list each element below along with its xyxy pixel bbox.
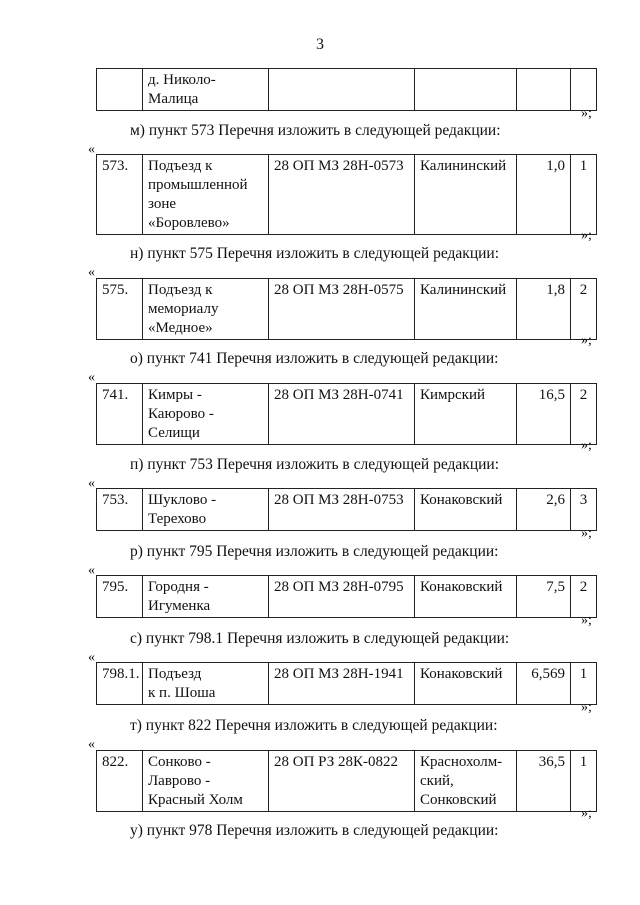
cell-road-code: 28 ОП РЗ 28К-0822 xyxy=(269,751,415,812)
cell-category: 3 xyxy=(571,489,597,531)
cell-number: 795. xyxy=(97,576,143,618)
table-top-continuation xyxy=(96,68,597,111)
table-item-575 xyxy=(96,278,597,340)
instruction-text: р) пункт 795 Перечня изложить в следующей редакции: xyxy=(130,543,499,560)
table-row xyxy=(97,155,597,235)
cell-road-name: Подъезд к промышленной зоне «Боровлево» xyxy=(143,155,269,235)
instruction-text: н) пункт 575 Перечня изложить в следующей редакции: xyxy=(130,245,500,262)
cell-number: 753. xyxy=(97,489,143,531)
table-item-798-1 xyxy=(96,662,597,705)
cell-number: 798.1. xyxy=(97,663,143,705)
cell-number: 741. xyxy=(97,384,143,445)
cell-category: 1 xyxy=(571,751,597,812)
cell-road-code xyxy=(269,69,415,111)
cell-district: Калининский xyxy=(415,155,517,235)
table-row xyxy=(97,69,597,111)
instruction-text: т) пункт 822 Перечня изложить в следующей редакции: xyxy=(130,717,498,734)
cell-number: 575. xyxy=(97,279,143,340)
cell-length: 16,5 xyxy=(517,384,571,445)
table-row xyxy=(97,663,597,705)
cell-category: 2 xyxy=(571,384,597,445)
cell-district xyxy=(415,69,517,111)
table-row xyxy=(97,576,597,618)
cell-road-name: Сонково - Лаврово - Красный Холм xyxy=(143,751,269,812)
closing-quote: »; xyxy=(581,333,592,348)
cell-road-name: Городня - Игуменка xyxy=(143,576,269,618)
cell-length: 2,6 xyxy=(517,489,571,531)
cell-length: 1,8 xyxy=(517,279,571,340)
closing-quote: »; xyxy=(581,438,592,453)
cell-length: 36,5 xyxy=(517,751,571,812)
instruction-text: о) пункт 741 Перечня изложить в следующей редакции: xyxy=(130,350,499,367)
cell-road-code: 28 ОП МЗ 28Н-0741 xyxy=(269,384,415,445)
closing-quote: »; xyxy=(581,228,592,243)
opening-quote: « xyxy=(88,265,95,280)
table-item-822 xyxy=(96,750,597,812)
cell-road-code: 28 ОП МЗ 28Н-0573 xyxy=(269,155,415,235)
cell-length: 1,0 xyxy=(517,155,571,235)
table-row xyxy=(97,751,597,812)
opening-quote: « xyxy=(88,370,95,385)
cell-district: Краснохолм- ский, Сонковский xyxy=(415,751,517,812)
cell-number: 573. xyxy=(97,155,143,235)
page-number: 3 xyxy=(316,36,324,53)
opening-quote: « xyxy=(88,142,95,157)
instruction-text: с) пункт 798.1 Перечня изложить в следующей редакции: xyxy=(130,630,510,647)
closing-quote: »; xyxy=(581,526,592,541)
cell-road-name: Кимры - Каюрово - Селищи xyxy=(143,384,269,445)
opening-quote: « xyxy=(88,476,95,491)
cell-district: Кимрский xyxy=(415,384,517,445)
cell-road-name: Подъезд к мемориалу «Медное» xyxy=(143,279,269,340)
opening-quote: « xyxy=(88,737,95,752)
cell-category: 1 xyxy=(571,155,597,235)
instruction-text: у) пункт 978 Перечня изложить в следующей редакции: xyxy=(130,822,499,839)
cell-road-code: 28 ОП МЗ 28Н-0795 xyxy=(269,576,415,618)
cell-road-name: Подъезд к п. Шоша xyxy=(143,663,269,705)
table-item-753 xyxy=(96,488,597,531)
cell-category: 1 xyxy=(571,663,597,705)
table-item-795 xyxy=(96,575,597,618)
cell-category: 2 xyxy=(571,576,597,618)
cell-road-name: Шуклово - Терехово xyxy=(143,489,269,531)
instruction-text: п) пункт 753 Перечня изложить в следующей редакции: xyxy=(130,456,500,473)
table-row xyxy=(97,489,597,531)
closing-quote: »; xyxy=(581,613,592,628)
instruction-text: м) пункт 573 Перечня изложить в следующей редакции: xyxy=(130,122,501,139)
cell-district: Конаковский xyxy=(415,576,517,618)
opening-quote: « xyxy=(88,563,95,578)
cell-road-name: д. Николо- Малица xyxy=(143,69,269,111)
cell-length: 7,5 xyxy=(517,576,571,618)
cell-district: Конаковский xyxy=(415,663,517,705)
cell-number: 822. xyxy=(97,751,143,812)
cell-length xyxy=(517,69,571,111)
table-row xyxy=(97,279,597,340)
table-item-573 xyxy=(96,154,597,235)
cell-category xyxy=(571,69,597,111)
cell-category: 2 xyxy=(571,279,597,340)
cell-length: 6,569 xyxy=(517,663,571,705)
cell-road-code: 28 ОП МЗ 28Н-1941 xyxy=(269,663,415,705)
cell-district: Конаковский xyxy=(415,489,517,531)
closing-quote: »; xyxy=(581,106,592,121)
table-row xyxy=(97,384,597,445)
closing-quote: »; xyxy=(581,806,592,821)
cell-district: Калининский xyxy=(415,279,517,340)
cell-road-code: 28 ОП МЗ 28Н-0575 xyxy=(269,279,415,340)
cell-number xyxy=(97,69,143,111)
closing-quote: »; xyxy=(581,700,592,715)
opening-quote: « xyxy=(88,650,95,665)
table-item-741 xyxy=(96,383,597,445)
cell-road-code: 28 ОП МЗ 28Н-0753 xyxy=(269,489,415,531)
